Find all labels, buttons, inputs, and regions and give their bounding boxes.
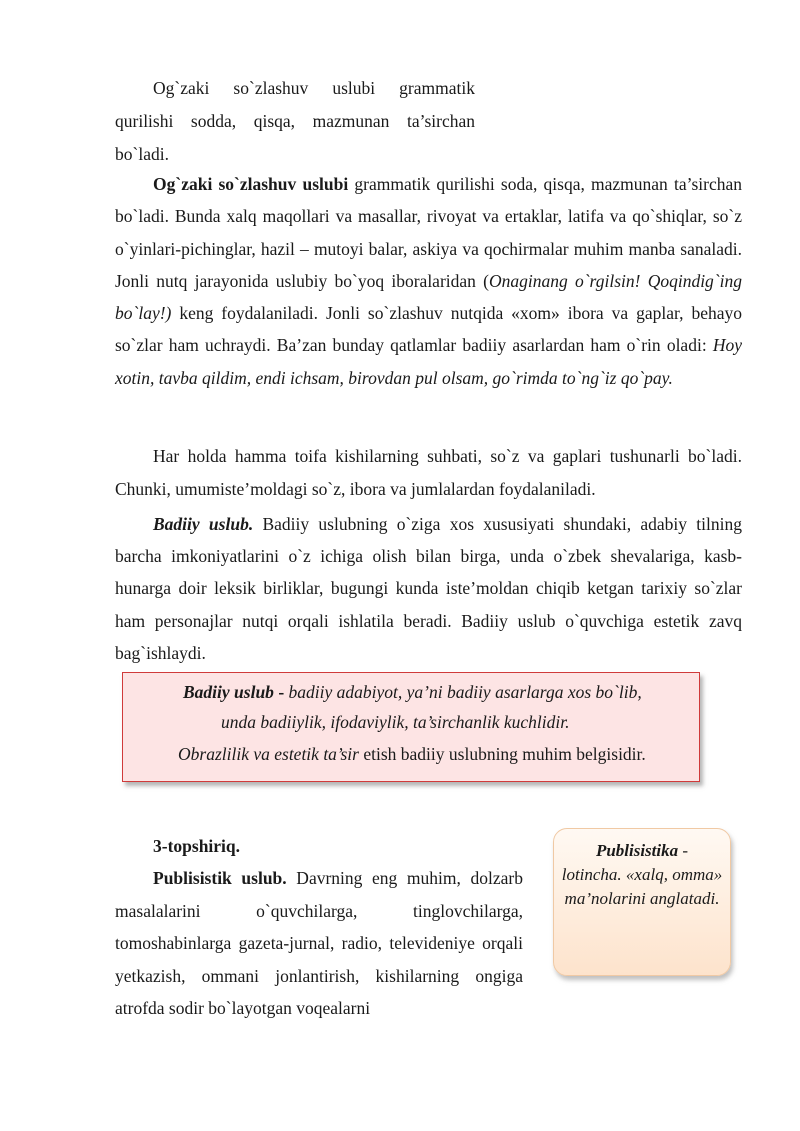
definition-text-3: etish badiiy uslubning muhim belgisidir. [358, 744, 646, 764]
general-paragraph [115, 440, 742, 506]
artistic-style-text: Badiiy uslubning o`ziga xos xususiyati shundaki, adabiy tilning barcha imkoniyatlarini o`z ichiga olish bilan birga, unda o`zbek shevalariga, kasb-hunarga doir leksik birliklar, bugungi kunda iste’moldan chiqib ketgan tarixiy so`zlar ham personajlar nutqi orqali ishlatila beradi. Badiiy uslub o`quvchiga estetik zavq bag`ishlaydi. [115, 514, 742, 663]
definition-dash: - [273, 682, 289, 702]
definition-term: Badiiy uslub [183, 682, 274, 702]
task-title: 3-topshiriq. [153, 836, 241, 856]
publicistic-paragraph [115, 862, 523, 1025]
side-note-box [553, 828, 731, 976]
publicistic-text: Davrning eng muhim, dolzarb masalalarini o`quvchilarga, tinglovchilarga, tomoshabinlarga gazeta-jurnal, radio, televideniye orqali yetkazish, ommani jonlantirish, kishilarning ongiga atrofda sodir bo`layotgan voqealarni [115, 868, 523, 1019]
oral-style-text-2: keng foydalaniladi. Jonli so`zlashuv nutqida «xom» ibora va gaplar, behayo so`zlar ham uchraydi. Ba’zan bunday qatlamlar badiiy asarlardan ham o`rin oladi: [115, 303, 742, 356]
general-text: Har holda hamma toifa kishilarning suhbati, so`z va gaplari tushunarli bo`ladi. Chunki, umumiste’moldagi so`z, ibora va jumlalardan foydalaniladi. [115, 446, 742, 499]
publicistic-term: Publisistik uslub. [153, 868, 287, 888]
oral-style-example-2: Hoy xotin, tavba qildim, endi ichsam, birovdan pul olsam, go`rimda to`ng`iz qo`pay. [115, 335, 742, 388]
intro-paragraph [115, 72, 475, 170]
definition-box [122, 672, 700, 782]
oral-style-example-1: Onaginang o`rgilsin! Qoqindig`ing bo`lay!) [115, 270, 742, 324]
artistic-style-term: Badiiy uslub. [153, 514, 254, 534]
definition-text-1: badiiy adabiyot, ya’ni badiiy asarlarga xos bo`lib, [288, 682, 642, 702]
definition-italic-phrase: Obrazlilik va estetik ta’sir [178, 744, 359, 764]
oral-style-text-1: grammatik qurilishi soda, qisqa, mazmunan ta’sirchan bo`ladi. Bunda xalq maqollari va masallar, rivoyat va ertaklar, latifa va qo`shiqlar, so`z o`yinlari-pichinglar, hazil – mutoyi balar, askiya va qochirmalar muhim manba sanaladi. Jonli nutq jarayonida uslubiy bo`yoq iboralaridan ( [115, 174, 743, 291]
oral-style-paragraph [115, 168, 742, 394]
definition-line-1 [183, 677, 642, 707]
intro-text: Og`zaki so`zlashuv uslubi grammatik qurilishi sodda, qisqa, mazmunan ta’sirchan bo`ladi. [115, 78, 475, 164]
definition-line-3 [178, 739, 646, 769]
side-note-text: lotincha. «xalq, omma» ma’nolarini anglatadi. [561, 865, 723, 908]
side-note-term: Publisistika [595, 841, 679, 860]
artistic-style-paragraph [115, 508, 742, 669]
oral-style-term: Og`zaki so`zlashuv uslubi [153, 174, 349, 194]
definition-line-2: unda badiiylik, ifodaviylik, ta’sirchanlik kuchlidir. [221, 712, 570, 732]
side-note-dash: - [678, 841, 689, 860]
